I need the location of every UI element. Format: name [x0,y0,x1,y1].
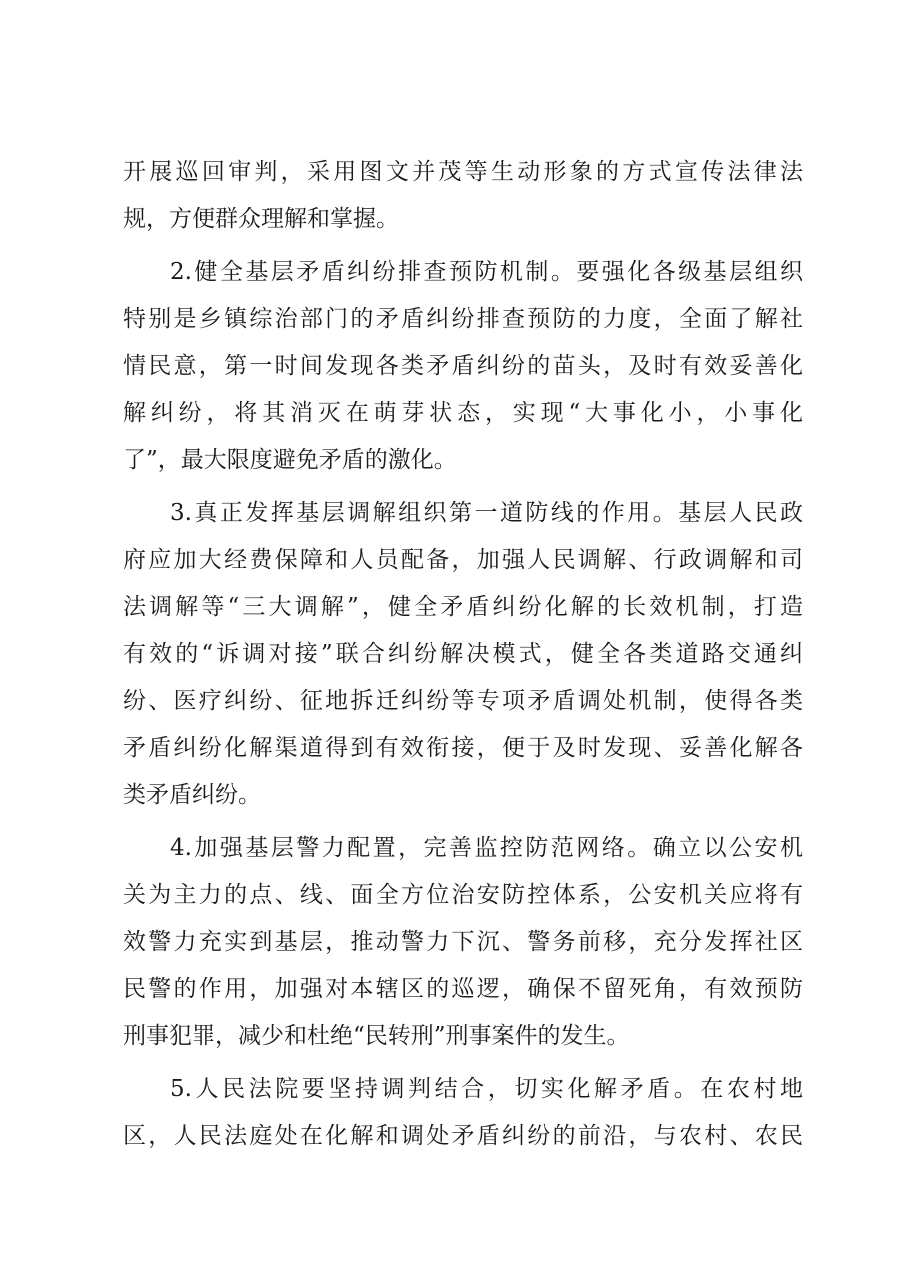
text-line-paragraph-start: 4.加强基层警力配置，完善监控防范网络。确立以公安机 [170,835,803,861]
text-line-paragraph-start: 5.人民法院要坚持调判结合，切实化解矛盾。在农村地 [170,1076,803,1102]
text-line: 府应加大经费保障和人员配备，加强人民调解、行政调解和司 [123,547,803,573]
text-line: 有效的“诉调对接”联合纠纷解决模式，健全各类道路交通纠 [123,641,803,667]
text-line: 纷、医疗纠纷、征地拆迁纠纷等专项矛盾调处机制，使得各类 [123,688,803,714]
text-line: 民警的作用，加强对本辖区的巡逻，确保不留死角，有效预防 [123,976,803,1002]
text-line: 规，方便群众理解和掌握。 [123,206,399,232]
text-line: 矛盾纠纷化解渠道得到有效衔接，便于及时发现、妥善化解各 [123,735,803,761]
text-line: 效警力充实到基层，推动警力下沉、警务前移，充分发挥社区 [123,929,803,955]
text-line-paragraph-start: 2.健全基层矛盾纠纷排查预防机制。要强化各级基层组织 [170,259,803,285]
text-line: 特别是乡镇综治部门的矛盾纠纷排查预防的力度，全面了解社 [123,306,803,332]
text-line: 情民意，第一时间发现各类矛盾纠纷的苗头，及时有效妥善化 [123,353,803,379]
text-line-paragraph-start: 3.真正发挥基层调解组织第一道防线的作用。基层人民政 [170,500,803,526]
text-line: 了”，最大限度避免矛盾的激化。 [123,447,457,473]
text-line: 关为主力的点、线、面全方位治安防控体系，公安机关应将有 [123,882,803,908]
text-line: 刑事犯罪，减少和杜绝“民转刑”刑事案件的发生。 [123,1023,630,1049]
text-line: 法调解等“三大调解”，健全矛盾纠纷化解的长效机制，打造 [123,594,803,620]
text-line: 类矛盾纠纷。 [123,782,261,808]
text-line: 开展巡回审判，采用图文并茂等生动形象的方式宣传法律法 [123,159,803,185]
text-line: 解纠纷，将其消灭在萌芽状态，实现“大事化小，小事化 [123,400,803,426]
text-line: 区，人民法庭处在化解和调处矛盾纠纷的前沿，与农村、农民 [123,1123,803,1149]
